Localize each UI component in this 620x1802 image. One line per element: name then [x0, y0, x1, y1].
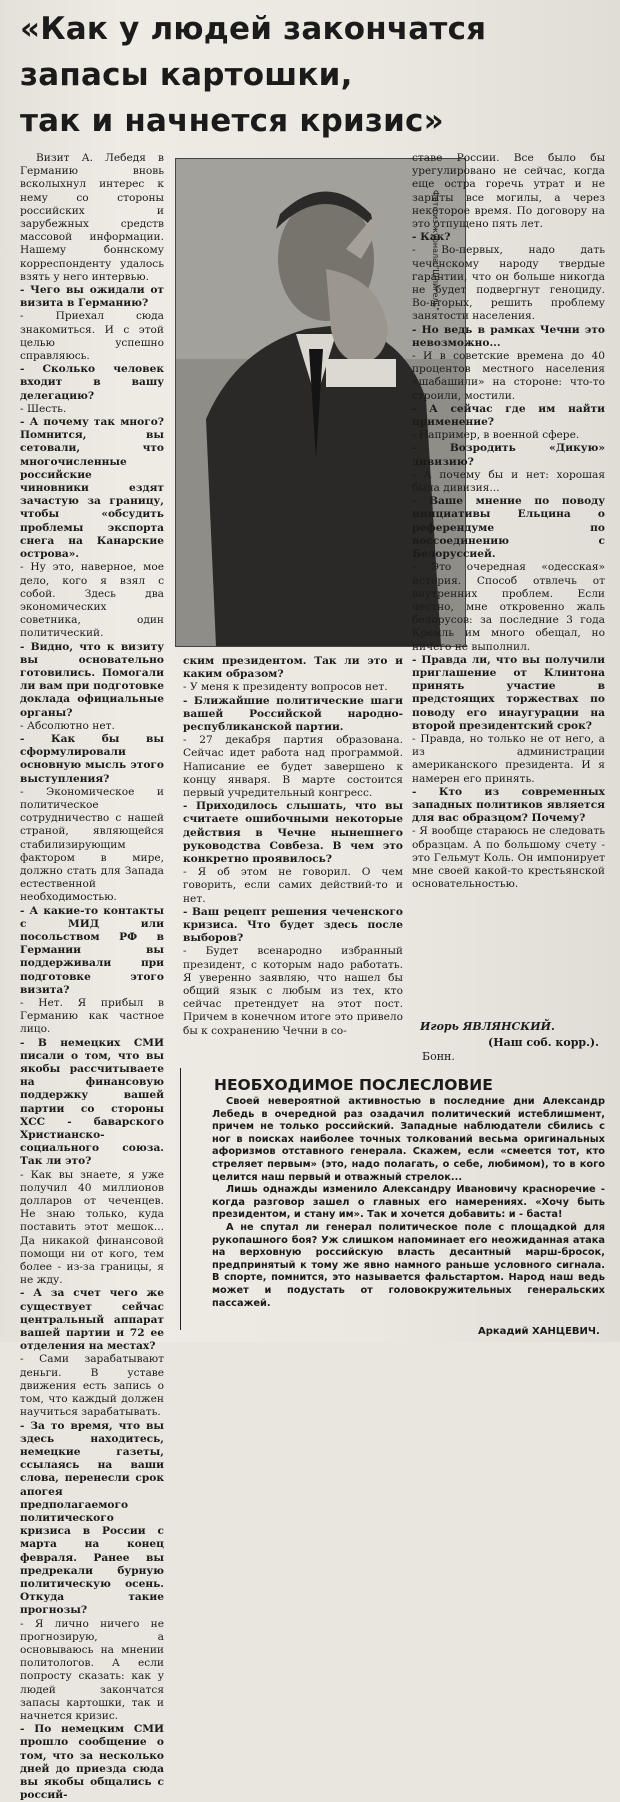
interview-question: - А почему так много? Помнится, вы сетовали, что многочисленные российские чиновники ездят зачастую за границу, чтобы «обсудить проблемы экспорта снега на Канарские острова».: [20, 416, 164, 561]
interview-answer: - Нет. Я прибыл в Германию как частное лицо.: [20, 997, 164, 1036]
headline-line: так и начнется кризис»: [20, 103, 444, 139]
headline-line: «Как у людей закончатся: [20, 11, 487, 47]
interview-question: - Ваш рецепт решения чеченского кризиса. Что будет здесь после выборов?: [183, 905, 403, 945]
interview-answer: - Ну это, наверное, мое дело, кого я взял с собой. Здесь два экономических советника, один политический.: [20, 561, 164, 640]
interview-question: - Чего вы ожидали от визита в Германию?: [20, 284, 164, 310]
interview-question: - Кто из современных западных политиков является для вас образцом? Почему?: [412, 785, 605, 825]
afterword-paragraph: Лишь однажды изменило Александру Ивановичу красноречие - когда разговор зашел о главных его намерениях. «Хочу быть президентом, и стану им». Так и хочется добавить: и - баста!: [212, 1184, 605, 1221]
afterword-paragraph: Своей невероятной активностью в последние дни Александр Лебедь в очередной раз озадачил политический истеблишмент, причем не только российский. Западные наблюдатели сбились с ног в поисках наиболее точных толкований весьма оригинальных афоризмов отставного генерала. Скажем, если «смеется тот, кто стреляет первым» (это, надо полагать, о себе, любимом), то в кого целится наш первый и отважный стрелок...: [212, 1096, 605, 1183]
headline-line: запасы картошки,: [20, 57, 353, 93]
interview-answer: - 27 декабря партия образована. Сейчас идет работа над программой. Написание ее будет завершено к концу января. В марте состоится первый учредительный конгресс.: [183, 734, 403, 800]
article-column-1: [20, 152, 164, 1802]
headline: [20, 6, 610, 144]
interview-question: - Как бы вы сформулировали основную мысль этого выступления?: [20, 732, 164, 785]
interview-answer: - Шесть.: [20, 402, 67, 415]
interview-question: - А за счет чего же существует сейчас центральный аппарат вашей партии и 72 ее отделения на местах?: [20, 1287, 164, 1353]
interview-answer: Визит А. Лебедя в Германию вновь всколыхнул интерес к нему со стороны российских и зарубежных средств массовой информации. Нашему боннскому корреспонденту удалось взять у него интервью.: [20, 152, 164, 283]
interview-question: ским президентом. Так ли это и каким образом?: [183, 655, 403, 681]
interview-answer: - Я вообще стараюсь не следовать образцам. А по большому счету - это Гельмут Коль. Он импонирует мне своей какой-то крестьянской основательностью.: [412, 825, 605, 891]
interview-question: - Правда ли, что вы получили приглашение от Клинтона принять участие в предстоящих торжествах по поводу его инаугурации на второй президентский срок?: [412, 653, 605, 732]
interview-answer: - Я лично ничего не прогнозирую, а основываюсь на мнении политологов. А если попросту сказать: как у людей закончатся запасы картошки, так и начнется кризис.: [20, 1617, 164, 1722]
interview-question: - Как?: [412, 231, 451, 244]
interview-answer: - Правда, но только не от него, а из администрации американского президента. И я намерен его принять.: [412, 732, 605, 785]
interview-question: - Видно, что к визиту вы основательно готовились. Помогали ли вам при подготовке доклада официальные органы?: [20, 640, 164, 719]
interview-question: - Ближайшие политические шаги вашей Российской народно-республиканской партии.: [183, 694, 403, 734]
interview-answer: - Например, в военной сфере.: [412, 429, 580, 442]
afterword-paragraph: А не спутал ли генерал политическое поле с площадкой для рукопашного боя? Уж слишком напоминает его неожиданная атака на верховную российскую власть десантный марш-бросок, предпринятый к тому же явно намного раньше условного сигнала. В спорте, помнится, это называется фальстартом. Народ наш ведь может и подустать от головокружительных генеральских пассажей.: [212, 1221, 605, 1309]
interview-answer: - Во-первых, надо дать чеченскому народу твердые гарантии, что он больше никогда не будет подвергнут геноциду. Во-вторых, решить проблему занятости населения.: [412, 244, 605, 323]
signature-place: Бонн.: [422, 1050, 455, 1063]
interview-answer: - Приехал сюда знакомиться. И с этой целью успешно справляюсь.: [20, 310, 164, 363]
interview-answer: - И в советские времена до 40 процентов местного населения «шабашили» на стороне: что-то строили, мостили.: [412, 350, 605, 402]
column-divider: [180, 1068, 181, 1330]
interview-answer: - Как вы знаете, я уже получил 40 миллионов долларов от чеченцев. Не знаю только, куда поставить этот мешок... Да никакой финансовой помощи ни от кого, тем более - из-за границы, я не жду.: [20, 1168, 164, 1287]
interview-answer: - Будет всенародно избранный президент, с которым надо работать. Я уверенно заявляю, что нашел бы общий язык с любым из тех, кто сейчас претендует на этот пост. Причем в конечном итоге это привело бы к сохранению Чечни в со-: [183, 945, 403, 1037]
signature-name: Игорь ЯВЛЯНСКИЙ.: [420, 1020, 555, 1033]
interview-question: - Но ведь в рамках Чечни это невозможно...: [412, 323, 605, 349]
afterword-body: [212, 1096, 605, 1310]
interview-question: - А сейчас где им найти применение?: [412, 402, 605, 429]
signature-note: (Наш соб. корр.).: [488, 1036, 599, 1049]
interview-question: - Приходилось слышать, что вы считаете ошибочными некоторые действия в Чечне нынешнего руководства Совбеза. В чем это конкретно проявилось?: [183, 800, 403, 866]
interview-question: - По немецким СМИ прошло сообщение о том, что за несколько дней до приезда сюда вы якобы общались с россий-: [20, 1723, 164, 1802]
photo-credit: Фото из журнала "Шпигель": [431, 190, 440, 311]
interview-question: - Сколько человек входит в вашу делегацию?: [20, 363, 164, 402]
interview-answer: - Сами зарабатывают деньги. В уставе движения есть запись о том, что каждый должен научиться зарабатывать.: [20, 1353, 164, 1419]
interview-question: - За то время, что вы здесь находитесь, немецкие газеты, ссылаясь на ваши слова, перенесли срок апогея предполагаемого политического кризиса в России с марта на конец февраля. Ранее вы предрекали бурную политическую осень. Откуда такие прогнозы?: [20, 1419, 164, 1617]
interview-answer: - А почему бы и нет: хорошая была дивизия...: [412, 468, 605, 495]
article-column-2: [183, 655, 403, 1038]
interview-answer: - Это очередная «одесская» история. Способ отвлечь от внутренних проблем. Если честно, мне откровенно жаль белорусов: за последние 3 года Кремль им много обещал, но ничего не выполнил.: [412, 561, 605, 653]
interview-answer: - Абсолютно нет.: [20, 719, 115, 732]
interview-question: - Возродить «Дикую» дивизию?: [412, 442, 605, 468]
interview-question: - А какие-то контакты с МИД или посольством РФ в Германии вы поддерживали при подготовке этого визита?: [20, 904, 164, 996]
interview-answer: - У меня к президенту вопросов нет.: [183, 681, 388, 694]
afterword-title: НЕОБХОДИМОЕ ПОСЛЕСЛОВИЕ: [214, 1076, 493, 1094]
interview-question: - Ваше мнение по поводу инициативы Ельцина о референдуме по воссоединению с Белоруссией.: [412, 495, 605, 561]
article-column-3: [412, 152, 605, 891]
interview-question: - В немецких СМИ писали о том, что вы якобы рассчитываете на финансовую поддержку вашей партии со стороны ХСС - баварского Христианско-социального союза. Так ли это?: [20, 1036, 164, 1168]
interview-answer: - Я об этом не говорил. О чем говорить, если самих действий-то и нет.: [183, 866, 403, 905]
interview-answer: ставе России. Все было бы урегулировано не сейчас, когда еще остра горечь утрат и не зарыты все могилы, а через некоторое время. По договору на это отпущено пять лет.: [412, 152, 605, 231]
interview-answer: - Экономическое и политическое сотрудничество с нашей страной, являющейся стабилизирующим фактором в мире, должно стать для Запада естественной необходимостью.: [20, 785, 164, 904]
afterword-author: Аркадий ХАНЦЕВИЧ.: [478, 1326, 600, 1337]
